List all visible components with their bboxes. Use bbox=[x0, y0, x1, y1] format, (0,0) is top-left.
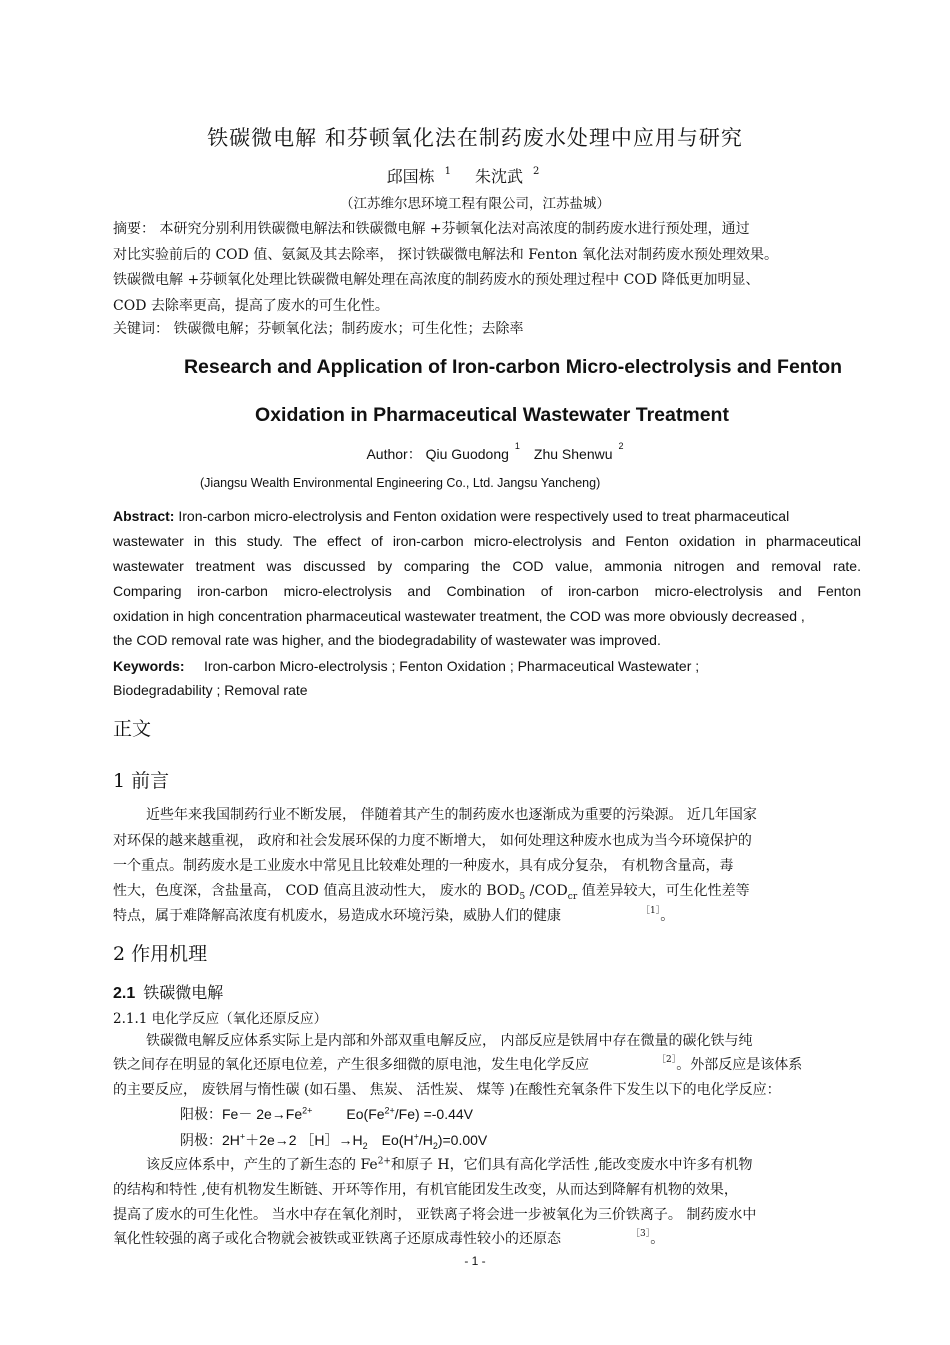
cathode-rhs-sup: + bbox=[413, 1131, 419, 1142]
main-text-heading: 正文 bbox=[113, 718, 152, 740]
author-cn-1-mark: 1 bbox=[444, 165, 451, 177]
anode-lhs-text: Fe－ 2e→Fe bbox=[222, 1106, 303, 1122]
abstract-en-line-2: wastewater in this study. The effect of iron-carbon micro-electrolysis and Fenton oxidation in pharmaceutical bbox=[113, 533, 861, 549]
section-2-1-heading bbox=[113, 980, 223, 1003]
section-2-1-1-heading: 2.1.1 电化学反应（氧化还原反应） bbox=[113, 1011, 328, 1027]
author-cn-2: 朱沈武 bbox=[475, 167, 524, 186]
section-2-p2-line-4-text: 氧化性较强的离子或化合物就会被铁或亚铁离子还原成毒性较小的还原态 bbox=[113, 1231, 561, 1247]
abstract-en-line-6: the COD removal rate was higher, and the biodegradability of wastewater was improved. bbox=[113, 632, 661, 648]
section-2-p2-line-4 bbox=[113, 1228, 853, 1248]
cathode-rhs bbox=[381, 1131, 488, 1151]
section-2-p2-line-3: 提高了废水的可生化性。 当水中存在氧化剂时， 亚铁离子将会进一步被氧化为三价铁离子。 制药废水中 bbox=[113, 1207, 757, 1223]
cathode-rhs-a: Eo(H bbox=[381, 1132, 414, 1148]
equation-anode bbox=[180, 1104, 473, 1124]
section-1-line-1: 近些年来我国制药行业不断发展， 伴随着其产生的制药废水也逐渐成为重要的污染源。 近几年国家 bbox=[146, 807, 757, 823]
paper-title-en-line-1: Research and Application of Iron-carbon Micro-electrolysis and Fenton bbox=[183, 356, 843, 378]
section-1-line-5-text: 特点，属于难降解高浓度有机废水，易造成水环境污染，威胁人们的健康 bbox=[113, 908, 561, 924]
keywords-en-line-2: Biodegradability ; Removal rate bbox=[113, 682, 308, 698]
cathode-label: 阴极： bbox=[180, 1133, 222, 1149]
cod-subscript: cr bbox=[567, 891, 578, 902]
citation-3: ［3］ bbox=[631, 1229, 651, 1239]
keywords-en-text-1: Iron-carbon Micro-electrolysis ; Fenton Oxidation ; Pharmaceutical Wastewater ; bbox=[204, 658, 700, 674]
section-2-p2-line-1-a: 该反应体系中，产生的了新生态的 Fe bbox=[146, 1157, 378, 1173]
equation-cathode bbox=[180, 1130, 487, 1151]
section-1-line-2: 对环保的越来越重视， 政府和社会发展环保的力度不断增大， 如何处理这种废水也成为当今环境保护的 bbox=[113, 833, 752, 849]
cathode-rhs-c: )=0.00V bbox=[437, 1132, 488, 1148]
citation-2: ［2］ bbox=[657, 1055, 677, 1065]
author-cn-2-mark: 2 bbox=[533, 165, 540, 177]
abstract-en-line-3: wastewater treatment was discussed by comparing the COD value, ammonia nitrogen and removal rate. bbox=[113, 558, 861, 574]
abstract-cn-line-3: 铁碳微电解 +芬顿氧化处理比铁碳微电解处理在高浓度的制药废水的预处理过程中 COD 降低更加明显、 bbox=[113, 272, 760, 288]
cathode-lhs-a: 2H bbox=[222, 1132, 240, 1148]
cathode-lhs-sup: + bbox=[239, 1131, 246, 1142]
authors-en bbox=[27, 441, 950, 464]
keywords-en-label: Keywords: bbox=[113, 658, 185, 674]
section-2-p2-line-2: 的结构和特性 ,使有机物发生断链、开环等作用，有机官能团发生改变，从而达到降解有机物的效果， bbox=[113, 1182, 738, 1198]
abstract-en-text-1: Iron-carbon micro-electrolysis and Fenton oxidation were respectively used to treat pharmaceutical bbox=[178, 508, 790, 524]
anode-label: 阳极： bbox=[180, 1107, 222, 1123]
anode-rhs-sup: 2+ bbox=[384, 1105, 395, 1116]
author-en-1: Author： Qiu Guodong bbox=[366, 446, 509, 462]
abstract-cn-line-1: 摘要： 本研究分别利用铁碳微电解法和铁碳微电解 +芬顿氧化法对高浓度的制药废水进行预处理，通过 bbox=[113, 221, 750, 237]
section-2-heading: 2 作用机理 bbox=[113, 943, 208, 965]
section-1-line-4-c: 值差异较大，可生化性差等 bbox=[577, 883, 750, 899]
section-2-1-title: 铁碳微电解 bbox=[143, 983, 224, 1002]
abstract-cn-line-2: 对比实验前后的 COD 值、氨氮及其去除率， 探讨铁碳微电解法和 Fenton 氧化法对制药废水预处理效果。 bbox=[113, 247, 778, 263]
author-cn-1: 邱国栋 bbox=[386, 167, 435, 186]
section-2-p2-end: 。 bbox=[650, 1231, 665, 1247]
section-2-p1-line-2-tail: 。外部反应是该体系 bbox=[676, 1057, 803, 1073]
section-1-line-5-end: 。 bbox=[660, 908, 675, 924]
cathode-rhs-b: /H bbox=[418, 1132, 433, 1148]
section-1-line-4-a: 性大，色度深，含盐量高， COD 值高且波动性大， 废水的 BOD bbox=[113, 883, 520, 899]
section-1-line-4 bbox=[113, 880, 853, 902]
affiliation-cn: （江苏维尔思环境工程有限公司，江苏盐城） bbox=[340, 196, 610, 212]
abstract-en-line-4: Comparing iron-carbon micro-electrolysis and Combination of iron-carbon micro-electrolysis and Fenton bbox=[113, 583, 861, 599]
anode-lhs bbox=[222, 1106, 312, 1122]
cathode-lhs-b: ＋2e→2 ［H］→H bbox=[245, 1132, 363, 1148]
author-en-1-mark: 1 bbox=[514, 441, 520, 452]
fe-sup: 2+ bbox=[377, 1156, 391, 1167]
anode-rhs-a: Eo(Fe bbox=[346, 1106, 385, 1122]
anode-lhs-sup: 2+ bbox=[302, 1105, 313, 1116]
page-number: - 1 - bbox=[464, 1254, 486, 1268]
abstract-cn-line-4: COD 去除率更高，提高了废水的可生化性。 bbox=[113, 298, 389, 314]
section-2-p2-line-1 bbox=[146, 1154, 886, 1174]
author-en-2-mark: 2 bbox=[618, 441, 624, 452]
section-1-line-5 bbox=[113, 905, 853, 925]
anode-rhs-b: /Fe) =-0.44V bbox=[394, 1106, 473, 1122]
section-1-line-4-b: /COD bbox=[525, 883, 568, 899]
paper-title-en-line-2: Oxidation in Pharmaceutical Wastewater Treatment bbox=[255, 404, 729, 426]
section-1-heading: 1 前言 bbox=[113, 770, 170, 792]
paper-title-cn: 铁碳微电解 和芬顿氧化法在制药废水处理中应用与研究 bbox=[207, 126, 743, 150]
section-2-p1-line-2-text: 铁之间存在明显的氧化还原电位差，产生很多细微的原电池，发生电化学反应 bbox=[113, 1057, 589, 1073]
section-2-p1-line-3: 的主要反应， 废铁屑与惰性碳 (如石墨、 焦炭、 活性炭、 煤等 )在酸性充氧条件下发生以下的电化学反应： bbox=[113, 1082, 781, 1098]
keywords-cn: 关键词： 铁碳微电解；芬顿氧化法；制药废水；可生化性；去除率 bbox=[113, 321, 524, 337]
cathode-lhs-sub: 2 bbox=[362, 1140, 368, 1151]
cathode-rhs-sub: 2 bbox=[432, 1140, 438, 1151]
affiliation-en: (Jiangsu Wealth Environmental Engineering Co., Ltd. Jangsu Yancheng) bbox=[200, 476, 601, 490]
keywords-en-line-1 bbox=[113, 658, 861, 674]
abstract-en-line-1 bbox=[113, 508, 861, 524]
abstract-en-line-5: oxidation in high concentration pharmaceutical wastewater treatment, the COD was more obviously decreased , bbox=[113, 608, 805, 624]
abstract-en-label: Abstract: bbox=[113, 508, 175, 524]
section-1-line-3: 一个重点。制药废水是工业废水中常见且比较难处理的一种废水，具有成分复杂， 有机物含量高，毒 bbox=[113, 858, 734, 874]
section-2-1-number: 2.1 bbox=[113, 985, 136, 1002]
citation-1: ［1］ bbox=[641, 906, 661, 916]
author-en-2: Zhu Shenwu bbox=[533, 446, 613, 462]
section-2-p2-line-1-b: 和原子 H，它们具有高化学活性 ,能改变废水中许多有机物 bbox=[390, 1157, 753, 1173]
cathode-lhs bbox=[222, 1131, 368, 1151]
bod-subscript: 5 bbox=[519, 891, 526, 902]
authors-cn bbox=[0, 164, 950, 187]
section-2-p1-line-2 bbox=[113, 1054, 853, 1074]
anode-rhs bbox=[346, 1106, 473, 1122]
section-2-p1-line-1: 铁碳微电解反应体系实际上是内部和外部双重电解反应， 内部反应是铁屑中存在微量的碳化铁与纯 bbox=[146, 1033, 753, 1049]
